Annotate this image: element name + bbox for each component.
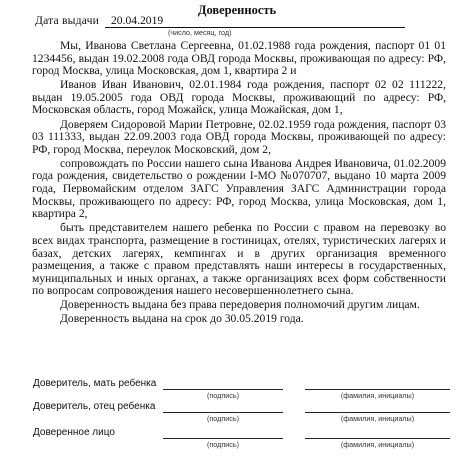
signature-label: Доверитель, отец ребенка bbox=[33, 401, 156, 412]
paragraph-child: сопровождать по России нашего сына Иванова Андрея Ивановича, 01.02.2009 года рождения, свидетельство о рождении I-МО №070707, выдано 10 марта 2009 года, Первомайским отделом ЗАГС Управления ЗАГС Администрации города Москвы, проживающего по адресу: РФ, город Москва, улица Московская, дом 1, квартира 2, bbox=[32, 156, 446, 221]
signature-hint: (подпись) bbox=[207, 414, 239, 423]
paragraph-no-delegation: Доверенность выдана без права передоверия полномочий другим лицам. bbox=[60, 298, 420, 312]
name-hint: (фамилия, инициалы) bbox=[340, 391, 415, 400]
signature-line[interactable] bbox=[163, 412, 283, 413]
name-hint: (фамилия, инициалы) bbox=[340, 440, 415, 449]
paragraph-attorney: Доверяем Сидоровой Марии Петровне, 02.02.1959 года рождения, паспорт 03 03 111333, выдан 22.09.2003 года ОВД города Москвы, проживающей по адресу: РФ, город Москва, переулок Московский, дом 2, bbox=[32, 117, 446, 156]
signature-hint: (подпись) bbox=[207, 440, 239, 449]
paragraph-principal-father: Иванов Иван Иванович, 02.01.1984 года рождения, паспорт 02 02 111222, выдан 19.05.2005 года ОВД города Москвы, проживающий по адресу: РФ, Московская область, город Можайск, улица Можайская, дом 1, bbox=[32, 78, 446, 117]
signature-line[interactable] bbox=[163, 389, 283, 390]
document-title: Доверенность bbox=[197, 3, 277, 17]
issue-date-hint: (число, месяц, год) bbox=[168, 28, 232, 37]
name-line[interactable] bbox=[305, 412, 450, 413]
signature-label: Доверитель, мать ребенка bbox=[33, 378, 157, 389]
name-line[interactable] bbox=[305, 438, 450, 439]
name-hint: (фамилия, инициалы) bbox=[340, 414, 415, 423]
paragraph-powers: быть представителем нашего ребенка по России с правом на перевозку во всех видах транспорта, размещение в гостиницах, отелях, туристических лагерях и базах, детских лагерях, кемпингах и в других организация временного размещения, а также с правом представлять наши интересы в государственных, муниципальных и иных органах, а также организациях всех форм собственности по вопросам сопровождения нашего несовершеннолетнего сына. bbox=[32, 221, 446, 298]
issue-date-value: 20.04.2019 bbox=[105, 14, 405, 28]
signature-label: Доверенное лицо bbox=[33, 427, 115, 438]
paragraph-validity: Доверенность выдана на срок до 30.05.2019 года. bbox=[60, 312, 304, 326]
signature-line[interactable] bbox=[163, 438, 283, 439]
document-body bbox=[32, 40, 446, 328]
issue-date-label: Дата выдачи bbox=[35, 14, 100, 27]
signature-hint: (подпись) bbox=[207, 391, 239, 400]
name-line[interactable] bbox=[305, 389, 450, 390]
paragraph-principal-mother: Мы, Иванова Светлана Сергеевна, 01.02.1988 года рождения, паспорт 01 01 1234456, выдан 19.02.2008 года ОВД города Москвы, проживающая по адресу: РФ, город Москва, улица Московская, дом 1, квартира 2 и bbox=[32, 39, 446, 78]
